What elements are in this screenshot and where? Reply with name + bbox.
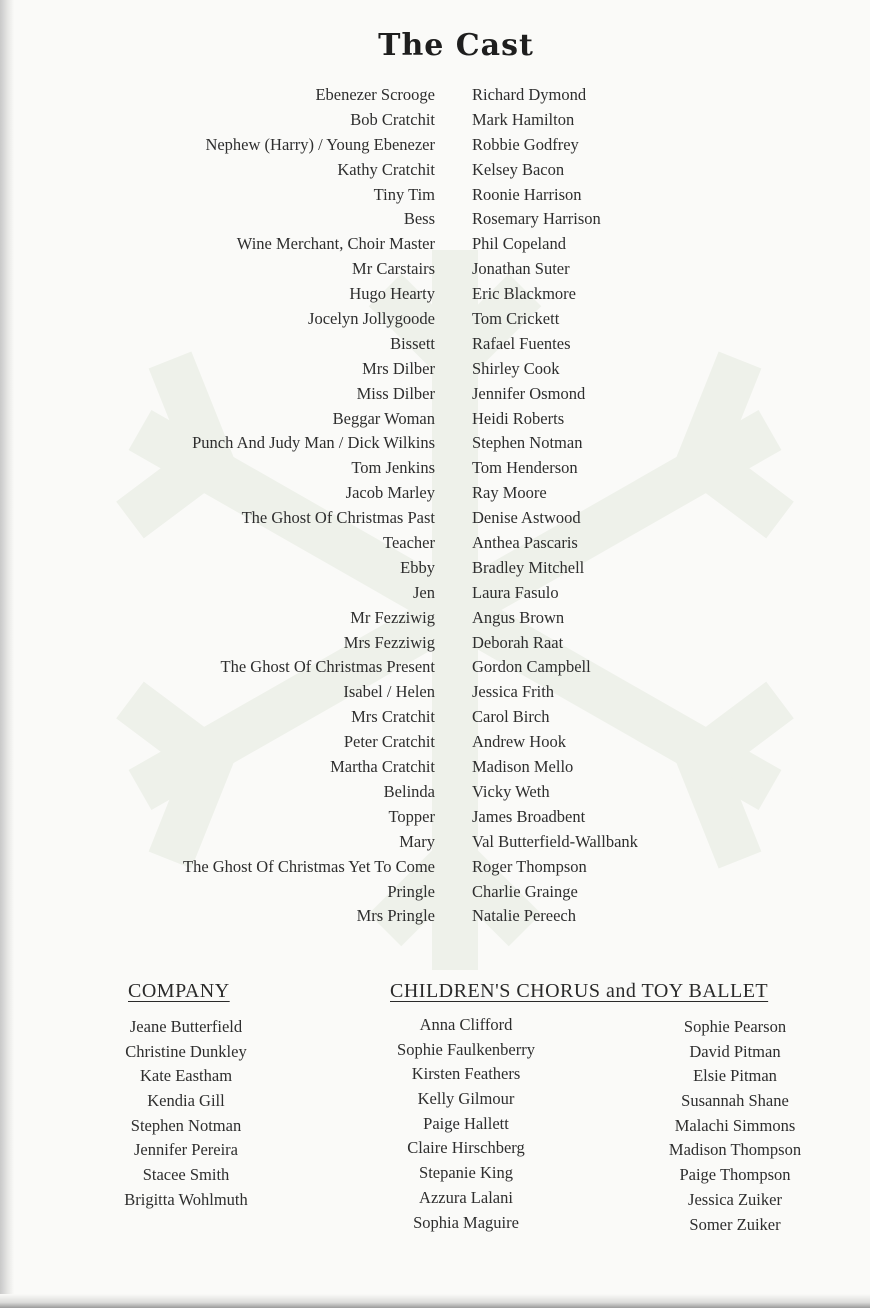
cast-row xyxy=(0,158,870,183)
cast-row xyxy=(0,904,870,929)
cast-actor: Andrew Hook xyxy=(472,732,566,752)
list-item: Malachi Simmons xyxy=(674,1115,796,1135)
cast-row xyxy=(0,556,870,581)
list-item: Jessica Zuiker xyxy=(688,1189,782,1209)
cast-row xyxy=(0,183,870,208)
cast-row xyxy=(0,232,870,257)
cast-row xyxy=(0,880,870,905)
cast-list xyxy=(0,83,870,929)
list-item: Jeane Butterfield xyxy=(129,1017,243,1036)
company-list xyxy=(96,1015,276,1213)
list-item: Sophie Pearson xyxy=(683,1017,787,1036)
cast-role: Hugo Hearty xyxy=(349,284,435,304)
list-item: Claire Hirschberg xyxy=(407,1138,525,1158)
cast-actor: Angus Brown xyxy=(472,607,565,627)
cast-actor: Robbie Godfrey xyxy=(472,134,579,154)
cast-actor: Mark Hamilton xyxy=(472,109,575,129)
list-item: Paige Hallett xyxy=(423,1113,509,1133)
cast-row xyxy=(0,581,870,606)
cast-role: Topper xyxy=(388,806,435,826)
chorus-column-2 xyxy=(630,1015,840,1237)
cast-row xyxy=(0,805,870,830)
cast-role: Bess xyxy=(403,209,435,229)
cast-row xyxy=(0,830,870,855)
cast-role: Ebenezer Scrooge xyxy=(315,85,435,104)
cast-row xyxy=(0,431,870,456)
cast-row xyxy=(0,705,870,730)
list-item: David Pitman xyxy=(689,1041,781,1061)
list-item: Stephen Notman xyxy=(130,1115,242,1135)
cast-role: Bob Cratchit xyxy=(350,109,435,129)
cast-role: Mr Fezziwig xyxy=(350,607,435,627)
cast-row xyxy=(0,407,870,432)
cast-actor: Denise Astwood xyxy=(472,508,581,528)
cast-actor: Heidi Roberts xyxy=(472,408,565,428)
cast-role: The Ghost Of Christmas Past xyxy=(241,508,435,528)
cast-actor: Jennifer Osmond xyxy=(472,383,586,403)
cast-actor: James Broadbent xyxy=(472,806,586,826)
cast-role: Mary xyxy=(399,831,435,851)
cast-actor: Eric Blackmore xyxy=(472,284,576,304)
cast-role: Miss Dilber xyxy=(356,383,435,403)
cast-actor: Stephen Notman xyxy=(472,433,583,453)
cast-row xyxy=(0,357,870,382)
list-item: Madison Thompson xyxy=(668,1140,802,1160)
cast-row xyxy=(0,680,870,705)
cast-role: Jacob Marley xyxy=(345,483,435,503)
cast-actor: Jessica Frith xyxy=(472,682,555,702)
list-item: Jennifer Pereira xyxy=(134,1140,238,1160)
cast-role: Ebby xyxy=(400,557,435,577)
list-item: Azzura Lalani xyxy=(419,1187,513,1207)
cast-role: Isabel / Helen xyxy=(343,682,435,702)
cast-actor: Madison Mello xyxy=(472,757,574,777)
cast-role: Mr Carstairs xyxy=(352,259,435,279)
cast-actor: Natalie Pereech xyxy=(472,906,576,926)
cast-row xyxy=(0,780,870,805)
cast-role: Wine Merchant, Choir Master xyxy=(236,234,435,254)
cast-actor: Roger Thompson xyxy=(472,856,587,876)
list-item: Stacee Smith xyxy=(142,1165,230,1185)
list-item: Elsie Pitman xyxy=(693,1066,777,1086)
cast-actor: Laura Fasulo xyxy=(472,582,559,602)
list-item: Christine Dunkley xyxy=(125,1041,247,1061)
cast-actor: Richard Dymond xyxy=(472,85,587,104)
cast-role: Pringle xyxy=(387,881,435,901)
cast-actor: Val Butterfield-Wallbank xyxy=(472,831,638,851)
cast-row xyxy=(0,257,870,282)
cast-role: Mrs Fezziwig xyxy=(343,632,435,652)
cast-actor: Charlie Grainge xyxy=(472,881,578,901)
list-item: Sophia Maguire xyxy=(413,1212,519,1232)
cast-row xyxy=(0,332,870,357)
cast-role: Jocelyn Jollygoode xyxy=(308,309,435,329)
page-bottom-edge xyxy=(0,1294,870,1308)
cast-role: Peter Cratchit xyxy=(343,732,435,752)
cast-row xyxy=(0,730,870,755)
cast-role: Bissett xyxy=(390,333,435,353)
cast-role: Punch And Judy Man / Dick Wilkins xyxy=(192,433,435,453)
cast-row xyxy=(0,83,870,108)
cast-role: Tiny Tim xyxy=(373,184,435,204)
cast-actor: Deborah Raat xyxy=(472,632,564,652)
cast-row xyxy=(0,282,870,307)
page-title: The Cast xyxy=(378,28,534,63)
cast-role: Belinda xyxy=(383,781,435,801)
cast-row xyxy=(0,207,870,232)
cast-actor: Phil Copeland xyxy=(472,234,566,254)
cast-row xyxy=(0,307,870,332)
company-heading: COMPANY xyxy=(128,980,230,1002)
cast-actor: Roonie Harrison xyxy=(472,184,582,204)
cast-actor: Vicky Weth xyxy=(472,781,550,801)
list-item: Anna Clifford xyxy=(419,1015,513,1034)
cast-row xyxy=(0,655,870,680)
cast-actor: Carol Birch xyxy=(472,707,550,727)
cast-actor: Tom Henderson xyxy=(472,458,578,478)
cast-role: Mrs Pringle xyxy=(356,906,435,926)
cast-actor: Gordon Campbell xyxy=(472,657,591,677)
cast-actor: Tom Crickett xyxy=(472,309,560,329)
cast-row xyxy=(0,506,870,531)
cast-row xyxy=(0,481,870,506)
list-item: Brigitta Wohlmuth xyxy=(124,1189,248,1209)
cast-actor: Jonathan Suter xyxy=(472,259,570,279)
list-item: Stepanie King xyxy=(419,1163,513,1183)
cast-role: Nephew (Harry) / Young Ebenezer xyxy=(205,134,435,154)
cast-role: Teacher xyxy=(383,533,435,553)
list-item: Susannah Shane xyxy=(681,1091,789,1111)
list-item: Somer Zuiker xyxy=(689,1214,781,1234)
list-item: Paige Thompson xyxy=(679,1165,791,1185)
cast-actor: Rosemary Harrison xyxy=(472,209,601,229)
cast-role: Mrs Dilber xyxy=(362,358,435,378)
cast-role: Jen xyxy=(413,582,435,602)
cast-actor: Ray Moore xyxy=(472,483,547,503)
list-item: Kelly Gilmour xyxy=(417,1089,515,1109)
list-item: Kate Eastham xyxy=(139,1066,233,1086)
cast-row xyxy=(0,456,870,481)
list-item: Kendia Gill xyxy=(147,1091,225,1111)
cast-actor: Bradley Mitchell xyxy=(472,557,585,577)
cast-row xyxy=(0,382,870,407)
cast-actor: Shirley Cook xyxy=(472,358,560,378)
list-item: Sophie Faulkenberry xyxy=(397,1039,535,1059)
cast-role: The Ghost Of Christmas Yet To Come xyxy=(182,856,435,876)
cast-row xyxy=(0,531,870,556)
cast-row xyxy=(0,606,870,631)
cast-role: Kathy Cratchit xyxy=(337,159,435,179)
cast-role: Mrs Cratchit xyxy=(351,707,435,727)
cast-row xyxy=(0,133,870,158)
chorus-heading: CHILDREN'S CHORUS and TOY BALLET xyxy=(390,980,769,1002)
cast-row xyxy=(0,855,870,880)
cast-role: Tom Jenkins xyxy=(351,458,435,478)
cast-actor: Rafael Fuentes xyxy=(472,333,571,353)
cast-row xyxy=(0,755,870,780)
cast-role: Martha Cratchit xyxy=(330,757,435,777)
cast-role: The Ghost Of Christmas Present xyxy=(220,657,435,677)
chorus-column-1 xyxy=(361,1013,571,1235)
cast-row xyxy=(0,108,870,133)
cast-row xyxy=(0,631,870,656)
list-item: Kirsten Feathers xyxy=(411,1064,521,1084)
cast-actor: Kelsey Bacon xyxy=(472,159,565,179)
cast-role: Beggar Woman xyxy=(332,408,435,428)
cast-actor: Anthea Pascaris xyxy=(472,533,578,553)
